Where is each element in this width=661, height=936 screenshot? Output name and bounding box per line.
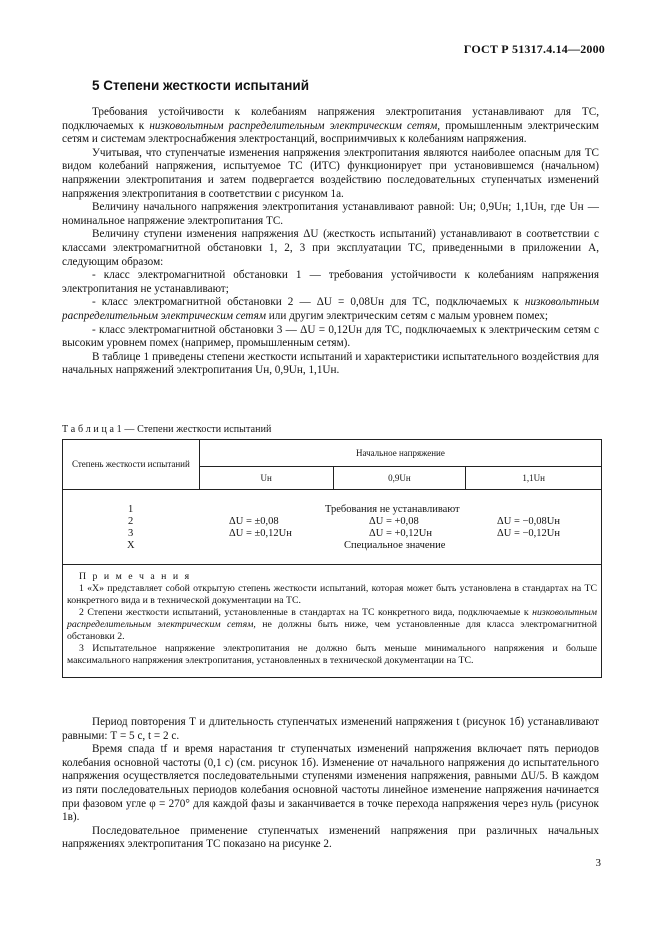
paragraph-4: Величину ступени изменения напряжения ΔU (жесткость испытаний) устанавливают в соответствии с классами электромагнитной обстановки 1, 2, 3 при эксплуатации ТС, приведенными в приложении А, следующим образом: <box>62 228 599 268</box>
page-number: 3 <box>595 857 601 869</box>
paragraph-5: - класс электромагнитной обстановки 1 — требования устойчивости к колебаниям напряжения электропитания не устанавливают; <box>62 269 599 295</box>
row3-11un: ΔU = −0,12Uн <box>497 528 561 539</box>
row2-09un: ΔU = +0,08 <box>369 516 419 527</box>
note-2: 2 Степени жесткости испытаний, установленные в стандартах на ТС конкретного вида, подключаемые к низковольтным распределительным электрическим сетям, не должны быть ниже, чем установленные для класса электромагнитной обстановки 2. <box>67 607 597 642</box>
paragraph-1: Требования устойчивости к колебаниям напряжения электропитания устанавливают для ТС, подключаемых к низковольтным распределительным электрическим сетям, промышленным электрическим сетям и системам электроснабжения электростанций, восприимчивых к колебаниям напряжения. <box>62 106 600 146</box>
severity-table <box>62 439 602 678</box>
after-paragraph-2: Время спада tf и время нарастания tr ступенчатых изменений напряжения включает пять периодов колебания основной частоты (0,1 с) (см. рисунок 1б). Изменение от начального напряжения до испытательного напряжения осуществляется последовательными ступенями изменения напряжения, равными ΔU/5. В каждом из пяти последовательных периодов колебания основной частоты линейное изменение напряжения начинается при фазовом угле φ = 270° для каждой фазы и заканчивается в точке перехода напряжения через нуль (рисунок 1в). <box>62 743 599 824</box>
table-caption: Т а б л и ц а 1 — Степени жесткости испытаний <box>62 424 272 435</box>
notes-title: П р и м е ч а н и я <box>79 571 192 582</box>
row2-11un: ΔU = −0,08Uн <box>497 516 561 527</box>
level-x: X <box>127 540 135 551</box>
section-title: 5 Степени жесткости испытаний <box>92 78 310 93</box>
row1-text: Требования не устанавливают <box>325 504 460 515</box>
paragraph-8: В таблице 1 приведены степени жесткости испытаний и характеристики испытательного воздействия для начальных напряжений электропитания Uн, 0,9Uн, 1,1Uн. <box>62 350 599 377</box>
table-notes <box>63 565 602 678</box>
subheader-11un: 1,1Uн <box>466 467 602 490</box>
paragraph-7: - класс электромагнитной обстановки 3 — ΔU = 0,12Uн для ТС, подключаемых к электрическим сетям с высоким уровнем помех (например, промышленным сетям). <box>62 323 599 350</box>
header-severity: Степень жесткости испытаний <box>63 440 200 490</box>
document-header: ГОСТ Р 51317.4.14—2000 <box>463 42 605 56</box>
after-paragraph-3: Последовательное применение ступенчатых изменений напряжения при различных начальных напряжениях электропитания ТС показано на рисунке 2. <box>62 824 599 851</box>
note-1: 1 «X» представляет собой открытую степень жесткости испытаний, которая может быть установлена в стандартах на ТС конкретного вида и в технической документации на ТС. <box>67 583 597 606</box>
row3-un: ΔU = ±0,12Uн <box>229 528 292 539</box>
note-3: 3 Испытательное напряжение электропитания не должно быть меньше минимального напряжения и больше максимального напряжения электропитания, установленных в технической документации на ТС. <box>67 643 597 666</box>
after-paragraph-1: Период повторения Т и длительность ступенчатых изменений напряжения t (рисунок 1б) устанавливают равными: Т = 5 с, t = 2 с. <box>62 716 599 742</box>
section-body <box>62 106 599 378</box>
subheader-un: Uн <box>199 467 333 490</box>
level-3: 3 <box>128 528 134 539</box>
row2-un: ΔU = ±0,08 <box>229 516 279 527</box>
paragraph-2: Учитывая, что ступенчатые изменения напряжения электропитания являются наиболее опасным для ТС видом колебаний напряжения, испытуемое ТС (ИТС) функционирует при установившемся (начальном) напряжении электропитания и затем подвергается воздействию последовательных ступенчатых изменений напряжения электропитания в соответствии с рисунком 1а. <box>62 146 599 200</box>
level-1: 1 <box>128 504 134 515</box>
level-2: 2 <box>128 516 134 527</box>
paragraph-6: - класс электромагнитной обстановки 2 — ΔU = 0,08Uн для ТС, подключаемых к низковольтным распределительным электрическим сетям или другим электрическим сетям с малым уровнем помех; <box>62 296 599 322</box>
after-table-text <box>62 716 599 852</box>
table-data-block <box>63 490 602 565</box>
header-initial-voltage: Начальное напряжение <box>199 440 601 467</box>
subheader-09un: 0,9Uн <box>333 467 466 490</box>
row3-09un: ΔU = +0,12Uн <box>369 528 433 539</box>
rowx-text: Специальное значение <box>344 540 446 551</box>
paragraph-3: Величину начального напряжения электропитания устанавливают равной: Uн; 0,9Uн; 1,1Uн, где Uн — номинальное напряжение электропитания ТС. <box>62 201 599 227</box>
